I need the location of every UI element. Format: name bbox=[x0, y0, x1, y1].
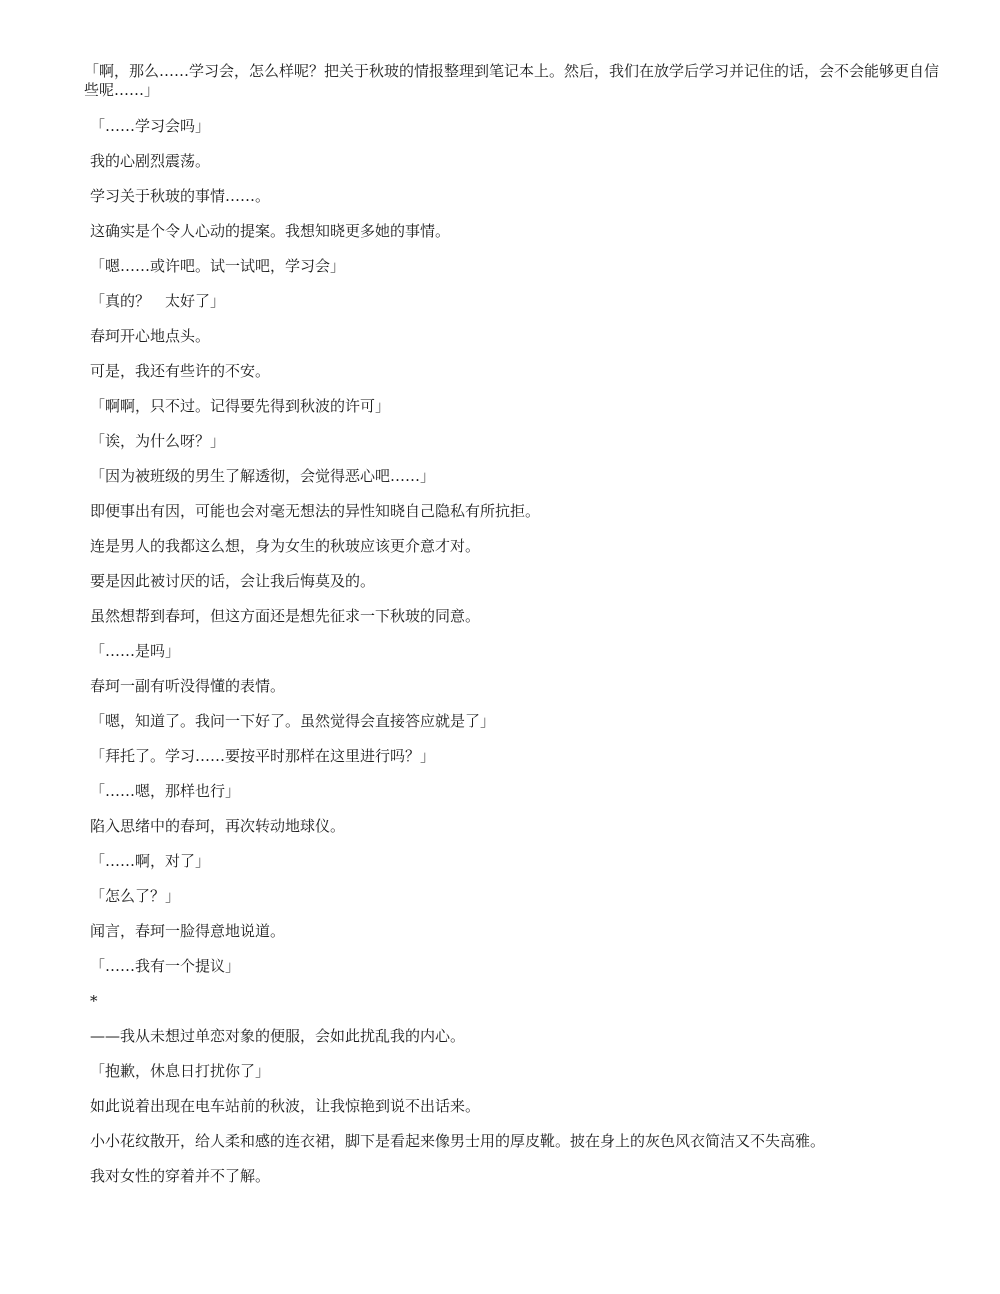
paragraph: ——我从未想过单恋对象的便服，会如此扰乱我的内心。 bbox=[90, 1027, 466, 1045]
paragraph: 「诶，为什么呀？」 bbox=[90, 432, 226, 450]
paragraph: 「真的？ 太好了」 bbox=[90, 292, 226, 310]
paragraph: 「抱歉，休息日打扰你了」 bbox=[90, 1062, 271, 1080]
paragraph: 「啊，那么……学习会，怎么样呢？把关于秋玻的情报整理到笔记本上。然后，我们在放学后学习并记住的话，会不会能够更自信些呢……」 bbox=[84, 62, 940, 99]
paragraph: 「……嗯，那样也行」 bbox=[90, 782, 241, 800]
paragraph: 这确实是个令人心动的提案。我想知晓更多她的事情。 bbox=[90, 222, 451, 240]
paragraph: 「拜托了。学习……要按平时那样在这里进行吗？」 bbox=[90, 747, 436, 765]
paragraph: 「……是吗」 bbox=[90, 642, 181, 660]
paragraph: 虽然想帮到春珂，但这方面还是想先征求一下秋玻的同意。 bbox=[90, 607, 481, 625]
paragraph: 我的心剧烈震荡。 bbox=[90, 152, 211, 170]
paragraph: 我对女性的穿着并不了解。 bbox=[90, 1167, 271, 1185]
paragraph: 可是，我还有些许的不安。 bbox=[90, 362, 271, 380]
paragraph: 「……我有一个提议」 bbox=[90, 957, 241, 975]
paragraph: 春珂一副有听没得懂的表情。 bbox=[90, 677, 286, 695]
paragraph: 连是男人的我都这么想，身为女生的秋玻应该更介意才对。 bbox=[90, 537, 481, 555]
paragraph: 「因为被班级的男生了解透彻，会觉得恶心吧……」 bbox=[90, 467, 436, 485]
paragraph: 「嗯，知道了。我问一下好了。虽然觉得会直接答应就是了」 bbox=[90, 712, 496, 730]
paragraph: 「……学习会吗」 bbox=[90, 117, 211, 135]
paragraph: 「怎么了？」 bbox=[90, 887, 181, 905]
paragraph: 如此说着出现在电车站前的秋波，让我惊艳到说不出话来。 bbox=[90, 1097, 481, 1115]
paragraph: 要是因此被讨厌的话，会让我后悔莫及的。 bbox=[90, 572, 376, 590]
paragraph: 即便事出有因，可能也会对毫无想法的异性知晓自己隐私有所抗拒。 bbox=[90, 502, 541, 520]
paragraph: 陷入思绪中的春珂，再次转动地球仪。 bbox=[90, 817, 346, 835]
paragraph: 闻言，春珂一脸得意地说道。 bbox=[90, 922, 286, 940]
paragraph: 学习关于秋玻的事情……。 bbox=[90, 187, 271, 205]
paragraph: 「嗯……或许吧。试一试吧，学习会」 bbox=[90, 257, 346, 275]
paragraph: 小小花纹散开，给人柔和感的连衣裙，脚下是看起来像男士用的厚皮靴。披在身上的灰色风衣简洁又不失高雅。 bbox=[90, 1132, 826, 1150]
paragraph: 春珂开心地点头。 bbox=[90, 327, 211, 345]
paragraph: 「啊啊，只不过。记得要先得到秋波的许可」 bbox=[90, 397, 391, 415]
scene-break: * bbox=[90, 992, 98, 1010]
paragraph: 「……啊，对了」 bbox=[90, 852, 211, 870]
